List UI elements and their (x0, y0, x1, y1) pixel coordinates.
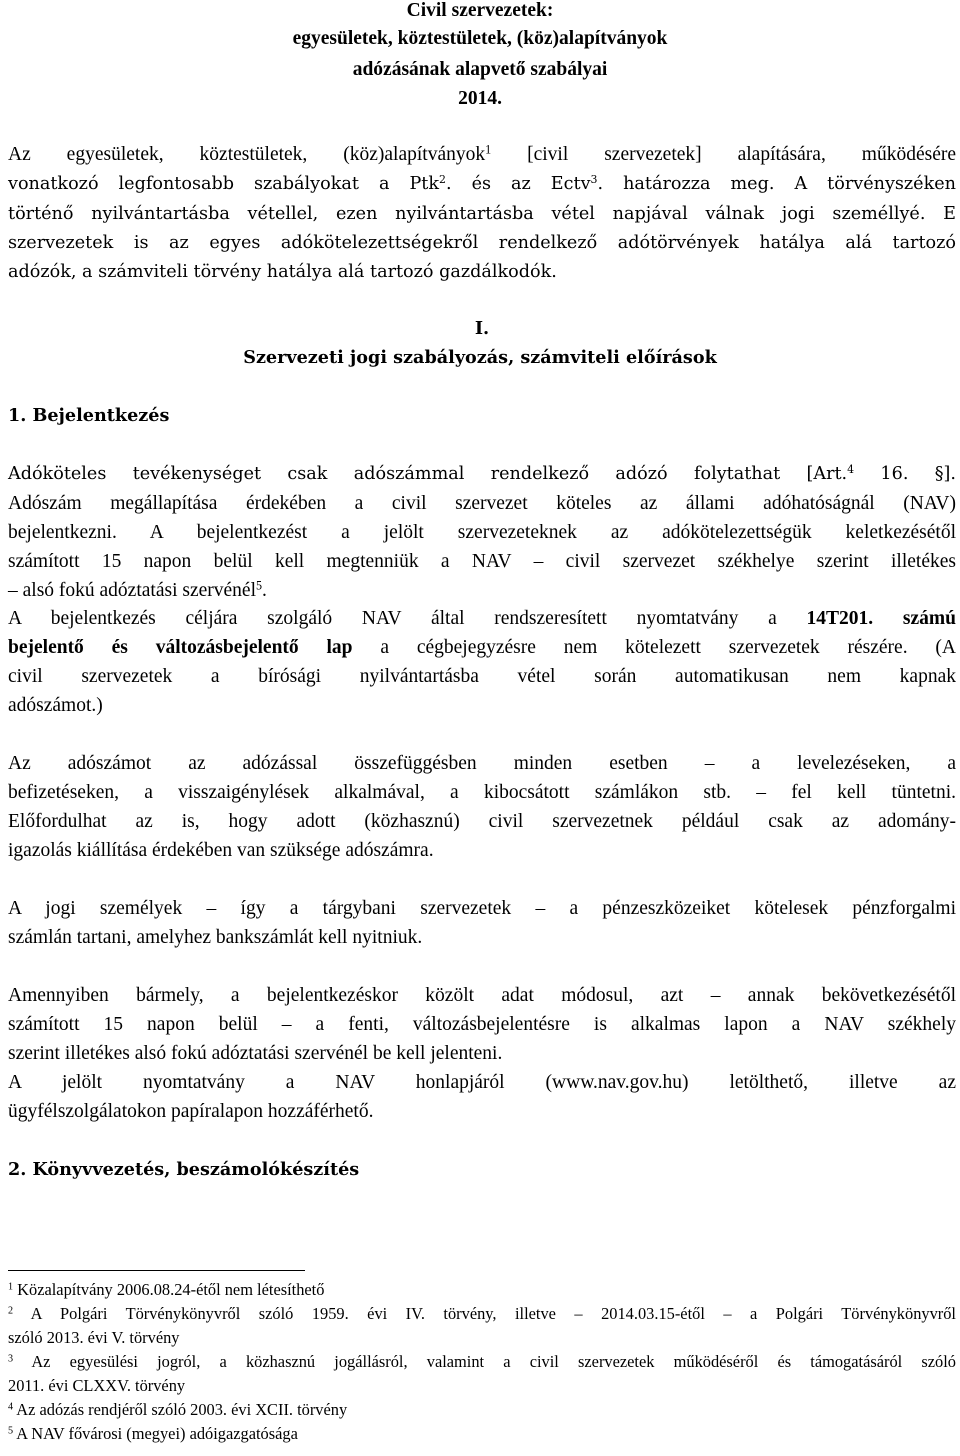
para1-line-4: számított 15 napon belül kell megtenniük a NAV – civil szervezet székhelye szerint illetékes (8, 551, 956, 572)
footnote-1: $^1$ Közalapítvány 2006.08.24-étől nem létesíthető (8, 1280, 325, 1299)
doc-title-line-4: 2014. (458, 88, 502, 109)
para1-line-8: civil szervezetek a bírósági nyilvántartásba vétel során automatikusan nem kapnak (8, 666, 956, 687)
para1-line-5: – alsó fokú adóztatási szervénél$^5$. (8, 578, 267, 601)
doc-title-line-2: egyesületek, köztestületek, (köz)alapítványok (292, 28, 668, 49)
section-title: Szervezeti jogi szabályozás, számviteli előírások (243, 347, 717, 368)
para4-line-3: szerint illetékes alsó fokú adóztatási szervénél be kell jelenteni. (8, 1043, 503, 1064)
para1-line-7: bejelentő és változásbejelentő lap a cégbejegyzésre nem kötelezett szervezetek részére. (A (8, 637, 956, 658)
intro-line-1: Az egyesületek, köztestületek, (köz)alapítványok$^1$ [civil szervezetek] alapítására, működésére (8, 142, 956, 165)
para2-line-2: befizetéseken, a visszaigénylések alkalmával, a kibocsátott számlákon stb. – fel kell tüntetni. (8, 782, 956, 803)
footnote-5: $^5$ A NAV fővárosi (megyei) adóigazgatósága (8, 1424, 298, 1443)
doc-title-line-1: Civil szervezetek: (406, 0, 554, 21)
section-numeral: I. (474, 318, 490, 339)
para1-line-2: Adószám megállapítása érdekében a civil szervezet köteles az állami adóhatóságnál (NAV) (8, 493, 956, 514)
para3-line-2: számlán tartani, amelyhez bankszámlát kell nyitniuk. (8, 927, 423, 948)
intro-line-3: történő nyilvántartásba vétellel, ezen nyilvántartásba vétel napjával válnak jogi személlyé. E (8, 204, 956, 224)
footnote-ref-1: 1 (485, 142, 492, 157)
footnote-3-line-2: 2011. évi CLXXV. törvény (8, 1376, 186, 1395)
form-name: bejelentő és változásbejelentő lap (8, 637, 353, 658)
intro-line-5: adózók, a számviteli törvény hatálya alá tartozó gazdálkodók. (8, 262, 557, 282)
para1-line-3: bejelentkezni. A bejelentkezést a jelölt szervezeteknek az adókötelezettségük keletkezésétől (8, 522, 956, 543)
doc-title-line-3: adózásának alapvető szabályai (352, 59, 608, 80)
para3-line-1: A jogi személyek – így a tárgybani szervezetek – a pénzeszközeiket kötelesek pénzforgalmi (8, 898, 956, 919)
footnote-divider (8, 1270, 305, 1271)
intro-line-4: szervezetek is az egyes adókötelezettségekről rendelkező adótörvények hatálya alá tartozó (8, 233, 956, 253)
para2-line-3: Előfordulhat az is, hogy adott (közhasznú) civil szervezetnek például csak az adomány- (8, 811, 956, 832)
subsection-heading-konyvvezetes: 2. Könyvvezetés, beszámolókészítés (8, 1159, 360, 1180)
subsection-heading-bejelentkezes: 1. Bejelentkezés (8, 405, 170, 426)
para1-line-1: Adóköteles tevékenységet csak adószámmal rendelkező adózó folytathat [Art.$^4$ 16. §]. (8, 463, 956, 484)
footnote-4: $^4$ Az adózás rendjéről szóló 2003. évi XCII. törvény (8, 1400, 348, 1419)
footnote-ref-2: 2 (439, 173, 446, 186)
footnote-3-line-1: $^3$ Az egyesülési jogról, a közhasznú jogállásról, valamint a civil szervezetek működéséről és támogatásáról szóló (8, 1352, 956, 1371)
footnote-ref-4: 4 (847, 463, 855, 476)
footnote-2-line-2: szóló 2013. évi V. törvény (8, 1328, 180, 1347)
para1-line-9: adószámot.) (8, 695, 103, 716)
footnote-ref-3: 3 (590, 173, 598, 186)
footnote-ref-5: 5 (256, 578, 263, 593)
form-number: 14T201. számú (806, 608, 956, 629)
intro-line-2: vonatkozó legfontosabb szabályokat a Ptk$^2$. és az Ectv$^3$. határozza meg. A törvényszéken (8, 173, 956, 194)
para4-line-4: A jelölt nyomtatvány a NAV honlapjáról (www.nav.gov.hu) letölthető, illetve az (8, 1072, 956, 1093)
para1-line-6: A bejelentkezés céljára szolgáló NAV által rendszeresített nyomtatvány a 14T201. számú (8, 608, 956, 629)
para2-line-1: Az adószámot az adózással összefüggésben minden esetben – a levelezéseken, a (8, 753, 956, 774)
para2-line-4: igazolás kiállítása érdekében van szüksége adószámra. (8, 840, 434, 861)
para4-line-1: Amennyiben bármely, a bejelentkezéskor közölt adat módosul, azt – annak bekövetkezésétől (8, 985, 956, 1006)
para4-line-5: ügyfélszolgálatokon papíralapon hozzáférhető. (8, 1101, 374, 1122)
footnote-2-line-1: $^2$ A Polgári Törvénykönyvről szóló 1959. évi IV. törvény, illetve – 2014.03.15-étől – a Polgári Törvénykönyvről (8, 1304, 956, 1323)
para4-line-2: számított 15 napon belül – a fenti, változásbejelentésre is alkalmas lapon a NAV székhely (8, 1014, 956, 1035)
